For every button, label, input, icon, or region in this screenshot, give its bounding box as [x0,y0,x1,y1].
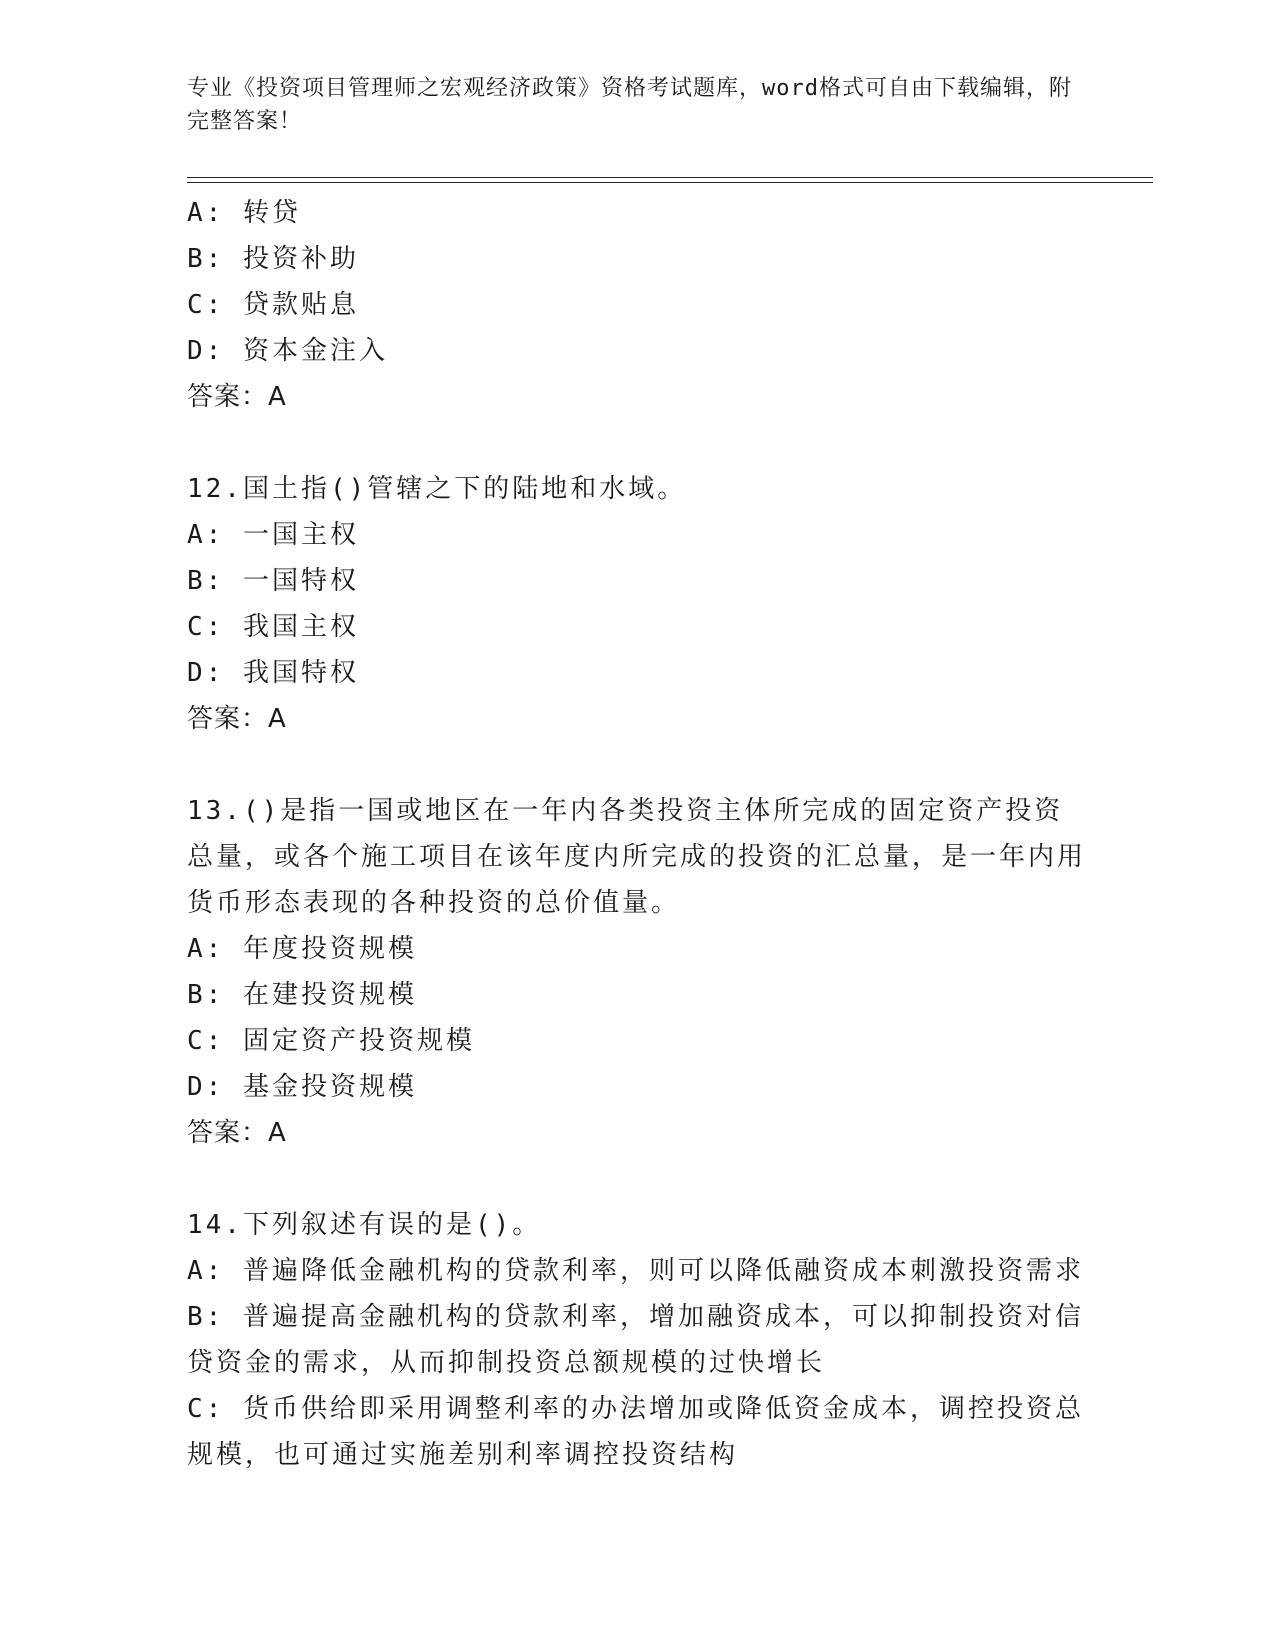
spacer [187,742,1087,788]
question-14 [187,1202,1087,1478]
option-c: C: 货币供给即采用调整利率的办法增加或降低资金成本，调控投资总规模，也可通过实施差别利率调控投资结构 [187,1394,1084,1470]
option-b: B: 普遍提高金融机构的贷款利率，增加融资成本，可以抑制投资对信贷资金的需求，从而抑制投资总额规模的过快增长 [187,1302,1084,1378]
question-text: 14.下列叙述有误的是()。 [187,1210,542,1240]
option-b: B: 一国特权 [187,566,359,596]
option-c: C: 贷款贴息 [187,290,359,320]
option-d: D: 基金投资规模 [187,1072,417,1102]
question-12 [187,466,1087,742]
question-list [187,190,1087,1478]
document-intro: 专业《投资项目管理师之宏观经济政策》资格考试题库，word格式可自由下载编辑，附完整答案！ [187,76,1072,134]
option-a: A: 普遍降低金融机构的贷款利率，则可以降低融资成本刺激投资需求 [187,1256,1084,1286]
option-a: A: 年度投资规模 [187,934,417,964]
header-divider-bottom [187,182,1153,183]
spacer [187,420,1087,466]
option-d: D: 我国特权 [187,658,359,688]
option-d: D: 资本金注入 [187,336,388,366]
answer: 答案：A [187,704,287,734]
option-b: B: 投资补助 [187,244,359,274]
question-13 [187,788,1087,1156]
option-a: A: 一国主权 [187,520,359,550]
header-divider-top [187,177,1153,178]
answer: 答案：A [187,1118,287,1148]
option-c: C: 固定资产投资规模 [187,1026,475,1056]
question-11 [187,190,1087,420]
answer: 答案：A [187,382,287,412]
spacer [187,1156,1087,1202]
question-text: 13.()是指一国或地区在一年内各类投资主体所完成的固定资产投资总量，或各个施工项目在该年度内所完成的投资的汇总量，是一年内用货币形态表现的各种投资的总价值量。 [187,796,1087,918]
option-c: C: 我国主权 [187,612,359,642]
option-b: B: 在建投资规模 [187,980,417,1010]
question-text: 12.国土指()管辖之下的陆地和水域。 [187,474,687,504]
option-a: A: 转贷 [187,198,301,228]
